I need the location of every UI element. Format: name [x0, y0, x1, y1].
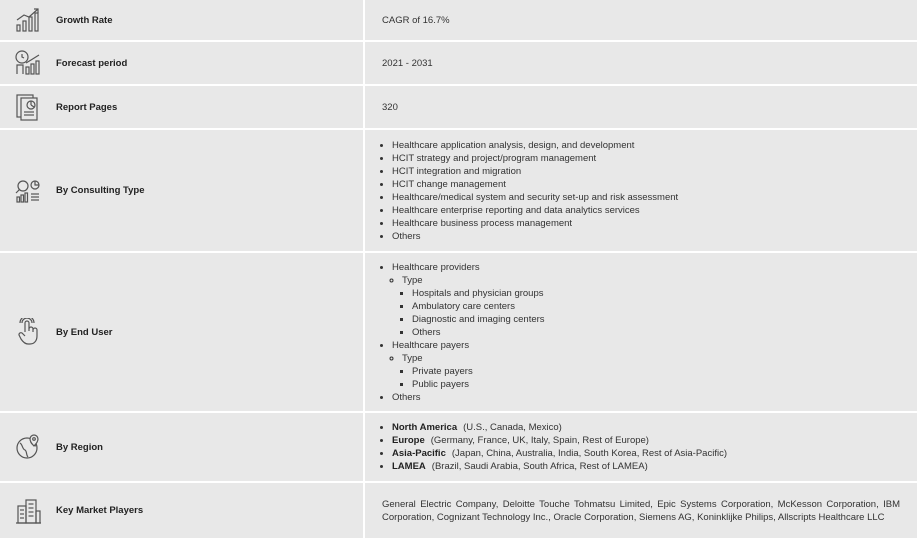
- region-name: LAMEA: [392, 461, 426, 472]
- list-item: • Others: [392, 230, 900, 243]
- list-item: [392, 460, 900, 473]
- forecast-period-label: Forecast period: [56, 57, 128, 69]
- list-item: ▪ Hospitals and physician groups: [412, 287, 900, 300]
- list-item: • Healthcare enterprise reporting and data analytics services: [392, 204, 900, 217]
- providers-type-label: Type: [402, 274, 423, 286]
- consulting-type-label: By Consulting Type: [56, 185, 145, 196]
- row-report-pages: [0, 85, 917, 129]
- consulting-type-list: [382, 139, 900, 243]
- row-region: [0, 412, 917, 482]
- report-pages-value: 320: [382, 101, 398, 113]
- list-item: • HCIT integration and migration: [392, 165, 900, 178]
- list-item: [402, 352, 900, 391]
- analysis-magnifier-icon: [14, 177, 42, 205]
- providers-label: Healthcare providers: [392, 261, 480, 273]
- region-name: Asia-Pacific: [392, 448, 446, 459]
- payers-label: Healthcare payers: [392, 339, 470, 351]
- row-consulting-type: [0, 129, 917, 252]
- report-document-icon: [14, 93, 42, 121]
- list-item: • Healthcare/medical system and security set-up and risk assessment: [392, 191, 900, 204]
- end-user-list: [382, 261, 900, 404]
- region-name: Europe: [392, 435, 425, 446]
- row-key-players: [0, 482, 917, 538]
- key-players-label: Key Market Players: [56, 505, 144, 516]
- globe-location-icon: [14, 433, 42, 461]
- growth-chart-icon: [14, 6, 42, 34]
- row-end-user: [0, 252, 917, 412]
- list-item: ▪ Others: [412, 326, 900, 339]
- list-item: [402, 274, 900, 339]
- list-item: [392, 261, 900, 339]
- list-item: ▪ Public payers: [412, 378, 900, 391]
- list-item: ▪ Diagnostic and imaging centers: [412, 313, 900, 326]
- region-detail: (Japan, China, Australia, India, South Korea, Rest of Asia-Pacific): [451, 448, 727, 459]
- forecast-clock-chart-icon: [14, 49, 42, 77]
- end-user-label: By End User: [56, 326, 113, 338]
- region-name: North America: [392, 422, 458, 433]
- forecast-period-value: 2021 - 2031: [382, 57, 433, 69]
- row-growth-rate: [0, 0, 917, 41]
- region-detail: (Germany, France, UK, Italy, Spain, Rest of Europe): [430, 435, 649, 446]
- list-item: • HCIT change management: [392, 178, 900, 191]
- growth-rate-value: CAGR of 16.7%: [382, 14, 450, 26]
- buildings-icon: [14, 497, 42, 525]
- region-label: By Region: [56, 441, 103, 453]
- report-pages-label: Report Pages: [56, 101, 118, 113]
- list-item: [392, 434, 900, 447]
- list-item: • Healthcare business process management: [392, 217, 900, 230]
- touch-hand-icon: [14, 318, 42, 346]
- region-detail: (U.S., Canada, Mexico): [463, 422, 562, 433]
- list-item: • Healthcare application analysis, design, and development: [392, 139, 900, 152]
- list-item: ▪ Ambulatory care centers: [412, 300, 900, 313]
- row-forecast-period: [0, 41, 917, 85]
- list-item: [392, 447, 900, 460]
- key-players-value: General Electric Company, Deloitte Touche Tohmatsu Limited, Epic Systems Corporation, McKesson Corporation, IBM Corporation, Cognizant Technology Inc., Oracle Corporation, Siemens AG, Koninklijke Philips, Allscripts Healthcare LLC: [382, 498, 900, 523]
- list-item: ▪ Private payers: [412, 365, 900, 378]
- region-list: [382, 421, 900, 473]
- list-item: [392, 339, 900, 391]
- list-item: • Others: [392, 391, 900, 404]
- list-item: • HCIT strategy and project/program management: [392, 152, 900, 165]
- region-detail: (Brazil, Saudi Arabia, South Africa, Rest of LAMEA): [431, 461, 648, 472]
- payers-type-label: Type: [402, 352, 423, 364]
- growth-rate-label: Growth Rate: [56, 14, 113, 26]
- list-item: [392, 421, 900, 434]
